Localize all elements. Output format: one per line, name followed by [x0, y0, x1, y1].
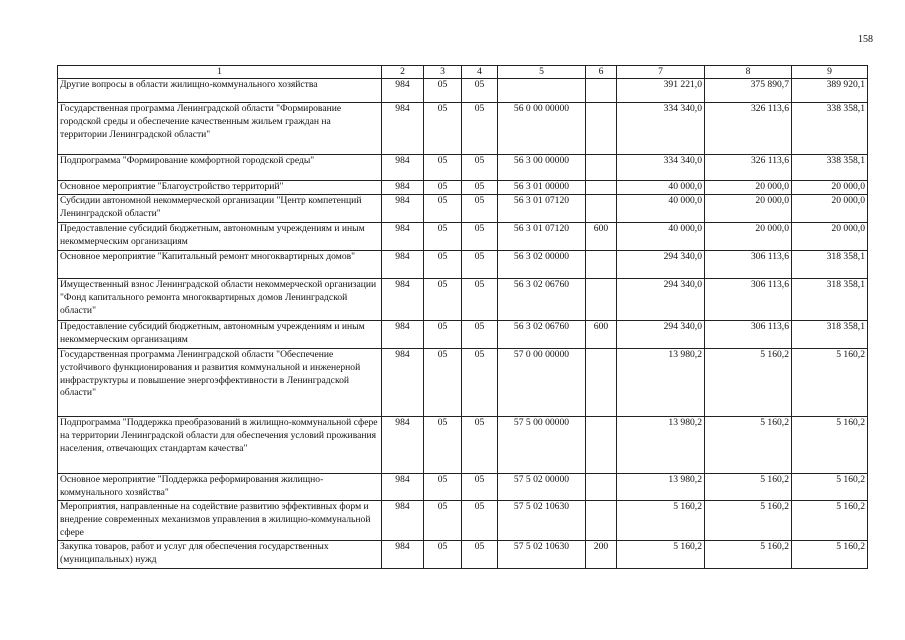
cell-amount-col8: 306 113,6	[705, 279, 792, 321]
cell-amount-col8: 375 890,7	[705, 79, 792, 103]
cell-amount-col9: 318 358,1	[792, 251, 868, 279]
column-header: 7	[617, 66, 705, 79]
cell-target-article: 56 3 02 00000	[498, 251, 586, 279]
cell-expense-type	[586, 501, 617, 541]
cell-amount-col8: 20 000,0	[705, 223, 792, 251]
cell-amount-col7: 40 000,0	[617, 195, 705, 223]
cell-expense-type: 600	[586, 223, 617, 251]
cell-ministry-code: 984	[382, 155, 424, 181]
cell-target-article: 57 5 00 00000	[498, 417, 586, 474]
column-header: 4	[462, 66, 498, 79]
cell-expense-type	[586, 349, 617, 417]
cell-amount-col7: 5 160,2	[617, 501, 705, 541]
cell-subsection: 05	[462, 349, 498, 417]
cell-amount-col9: 5 160,2	[792, 349, 868, 417]
column-header: 2	[382, 66, 424, 79]
table-row	[58, 103, 868, 155]
cell-amount-col7: 40 000,0	[617, 181, 705, 195]
cell-expense-type	[586, 251, 617, 279]
cell-target-article: 56 3 00 00000	[498, 155, 586, 181]
cell-section: 05	[424, 501, 462, 541]
cell-amount-col7: 334 340,0	[617, 103, 705, 155]
column-header: 9	[792, 66, 868, 79]
cell-amount-col8: 5 160,2	[705, 501, 792, 541]
table-row	[58, 195, 868, 223]
cell-subsection: 05	[462, 223, 498, 251]
column-header: 8	[705, 66, 792, 79]
cell-ministry-code: 984	[382, 321, 424, 349]
cell-section: 05	[424, 349, 462, 417]
cell-expense-type	[586, 279, 617, 321]
cell-amount-col9: 389 920,1	[792, 79, 868, 103]
cell-section: 05	[424, 155, 462, 181]
header-row	[58, 66, 868, 79]
cell-name: Предоставление субсидий бюджетным, автономным учреждениям и иным некоммерческим организациям	[58, 223, 382, 251]
cell-target-article: 56 3 02 06760	[498, 279, 586, 321]
cell-amount-col9: 338 358,1	[792, 155, 868, 181]
cell-amount-col9: 20 000,0	[792, 223, 868, 251]
cell-subsection: 05	[462, 103, 498, 155]
cell-expense-type	[586, 417, 617, 474]
cell-amount-col8: 20 000,0	[705, 195, 792, 223]
cell-expense-type	[586, 181, 617, 195]
cell-target-article: 56 0 00 00000	[498, 103, 586, 155]
cell-ministry-code: 984	[382, 541, 424, 569]
table-row	[58, 474, 868, 501]
cell-amount-col9: 20 000,0	[792, 195, 868, 223]
cell-expense-type	[586, 474, 617, 501]
cell-ministry-code: 984	[382, 474, 424, 501]
cell-section: 05	[424, 321, 462, 349]
cell-amount-col7: 40 000,0	[617, 223, 705, 251]
cell-amount-col9: 318 358,1	[792, 321, 868, 349]
cell-amount-col8: 306 113,6	[705, 321, 792, 349]
cell-amount-col9: 5 160,2	[792, 417, 868, 474]
cell-ministry-code: 984	[382, 79, 424, 103]
cell-target-article: 57 5 02 10630	[498, 501, 586, 541]
cell-target-article	[498, 79, 586, 103]
cell-target-article: 57 0 00 00000	[498, 349, 586, 417]
cell-amount-col7: 391 221,0	[617, 79, 705, 103]
table-row	[58, 541, 868, 569]
cell-amount-col7: 13 980,2	[617, 417, 705, 474]
cell-ministry-code: 984	[382, 279, 424, 321]
cell-ministry-code: 984	[382, 223, 424, 251]
cell-name: Имущественный взнос Ленинградской области некоммерческой организации "Фонд капитального ремонта многоквартирных домов Ленинградской области"	[58, 279, 382, 321]
cell-amount-col9: 5 160,2	[792, 474, 868, 501]
cell-subsection: 05	[462, 474, 498, 501]
cell-amount-col8: 5 160,2	[705, 417, 792, 474]
cell-name: Подпрограмма "Поддержка преобразований в жилищно-коммунальной сфере на территории Ленинградской области для обеспечения условий проживания населения, отвечающих стандартам качества"	[58, 417, 382, 474]
cell-subsection: 05	[462, 79, 498, 103]
cell-amount-col7: 13 980,2	[617, 474, 705, 501]
page-number: 158	[858, 34, 873, 45]
cell-ministry-code: 984	[382, 349, 424, 417]
cell-expense-type	[586, 103, 617, 155]
cell-target-article: 57 5 02 10630	[498, 541, 586, 569]
column-header: 6	[586, 66, 617, 79]
cell-ministry-code: 984	[382, 103, 424, 155]
cell-subsection: 05	[462, 155, 498, 181]
budget-table	[57, 65, 868, 569]
cell-subsection: 05	[462, 181, 498, 195]
cell-amount-col8: 20 000,0	[705, 181, 792, 195]
cell-target-article: 56 3 01 07120	[498, 195, 586, 223]
cell-amount-col7: 294 340,0	[617, 279, 705, 321]
cell-ministry-code: 984	[382, 195, 424, 223]
cell-amount-col8: 306 113,6	[705, 251, 792, 279]
table-row	[58, 349, 868, 417]
cell-name: Другие вопросы в области жилищно-коммунального хозяйства	[58, 79, 382, 103]
cell-section: 05	[424, 474, 462, 501]
cell-amount-col8: 5 160,2	[705, 349, 792, 417]
cell-name: Основное мероприятие "Капитальный ремонт многоквартирных домов"	[58, 251, 382, 279]
table-row	[58, 181, 868, 195]
table-row	[58, 417, 868, 474]
table-body	[58, 79, 868, 569]
cell-amount-col7: 294 340,0	[617, 321, 705, 349]
cell-name: Государственная программа Ленинградской области "Формирование городской среды и обеспечение качественным жильем граждан на территории Ленинградской области"	[58, 103, 382, 155]
cell-name: Субсидии автономной некоммерческой организации "Центр компетенций Ленинградской области"	[58, 195, 382, 223]
cell-name: Подпрограмма "Формирование комфортной городской среды"	[58, 155, 382, 181]
table-row	[58, 321, 868, 349]
cell-target-article: 57 5 02 00000	[498, 474, 586, 501]
cell-expense-type	[586, 155, 617, 181]
cell-amount-col7: 334 340,0	[617, 155, 705, 181]
cell-expense-type: 600	[586, 321, 617, 349]
cell-ministry-code: 984	[382, 181, 424, 195]
cell-amount-col8: 5 160,2	[705, 541, 792, 569]
cell-name: Государственная программа Ленинградской области "Обеспечение устойчивого функционирования и развития коммунальной и инженерной инфраструктуры и повышение энергоэффективности в Ленинградской области"	[58, 349, 382, 417]
cell-expense-type: 200	[586, 541, 617, 569]
cell-expense-type	[586, 79, 617, 103]
cell-section: 05	[424, 541, 462, 569]
cell-subsection: 05	[462, 417, 498, 474]
cell-ministry-code: 984	[382, 251, 424, 279]
cell-subsection: 05	[462, 321, 498, 349]
cell-section: 05	[424, 417, 462, 474]
cell-amount-col9: 318 358,1	[792, 279, 868, 321]
cell-amount-col9: 5 160,2	[792, 541, 868, 569]
cell-target-article: 56 3 02 06760	[498, 321, 586, 349]
cell-amount-col7: 13 980,2	[617, 349, 705, 417]
cell-section: 05	[424, 251, 462, 279]
cell-amount-col8: 5 160,2	[705, 474, 792, 501]
cell-amount-col8: 326 113,6	[705, 155, 792, 181]
column-header: 5	[498, 66, 586, 79]
cell-subsection: 05	[462, 195, 498, 223]
cell-section: 05	[424, 279, 462, 321]
cell-target-article: 56 3 01 00000	[498, 181, 586, 195]
cell-subsection: 05	[462, 501, 498, 541]
cell-amount-col8: 326 113,6	[705, 103, 792, 155]
column-header: 1	[58, 66, 382, 79]
cell-expense-type	[586, 195, 617, 223]
table-row	[58, 223, 868, 251]
cell-name: Основное мероприятие "Поддержка реформирования жилищно-коммунального хозяйства"	[58, 474, 382, 501]
cell-name: Закупка товаров, работ и услуг для обеспечения государственных (муниципальных) нужд	[58, 541, 382, 569]
cell-name: Основное мероприятие "Благоустройство территорий"	[58, 181, 382, 195]
table-row	[58, 155, 868, 181]
cell-amount-col7: 5 160,2	[617, 541, 705, 569]
table-row	[58, 79, 868, 103]
cell-subsection: 05	[462, 279, 498, 321]
cell-name: Мероприятия, направленные на содействие развитию эффективных форм и внедрение современных механизмов управления в жилищно-коммунальной сфере	[58, 501, 382, 541]
cell-section: 05	[424, 181, 462, 195]
table-row	[58, 279, 868, 321]
cell-ministry-code: 984	[382, 501, 424, 541]
column-header: 3	[424, 66, 462, 79]
table-row	[58, 251, 868, 279]
cell-section: 05	[424, 223, 462, 251]
cell-target-article: 56 3 01 07120	[498, 223, 586, 251]
cell-amount-col9: 338 358,1	[792, 103, 868, 155]
cell-section: 05	[424, 79, 462, 103]
cell-amount-col9: 20 000,0	[792, 181, 868, 195]
cell-subsection: 05	[462, 251, 498, 279]
cell-section: 05	[424, 195, 462, 223]
cell-amount-col9: 5 160,2	[792, 501, 868, 541]
cell-subsection: 05	[462, 541, 498, 569]
cell-name: Предоставление субсидий бюджетным, автономным учреждениям и иным некоммерческим организациям	[58, 321, 382, 349]
cell-amount-col7: 294 340,0	[617, 251, 705, 279]
table-row	[58, 501, 868, 541]
cell-section: 05	[424, 103, 462, 155]
cell-ministry-code: 984	[382, 417, 424, 474]
